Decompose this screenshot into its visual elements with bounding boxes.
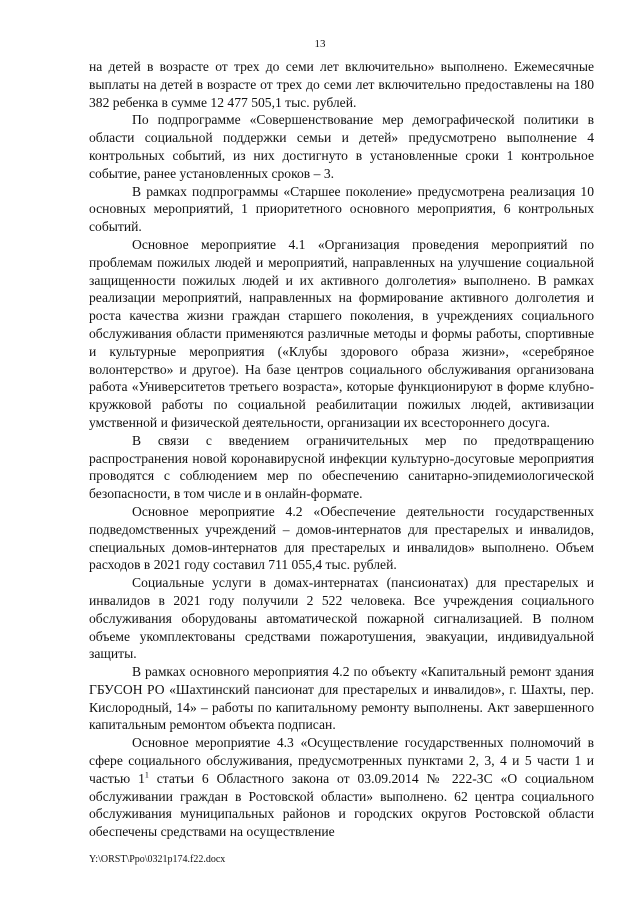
paragraph-continuation: на детей в возрасте от трех до семи лет включительно» выполнено. Ежемесячные выплаты на детей в возрасте от трех до семи лет включительно предоставлены на 180 382 ребенка в сумме 12 477 505,1 тыс. рублей. [89,59,594,110]
paragraph-demographic-policy: По подпрограмме «Совершенствование мер демографической политики в области социальной поддержки семьи и детей» предусмотрено выполнение 4 контрольных событий, из них достигнуто в установленные сроки 1 контрольное событие, ранее установленных сроков – 3. [89,112,594,181]
body-text [89,58,594,841]
superscript-marker: 1 [144,770,149,780]
paragraph-measure-4-3 [89,734,594,841]
paragraph-older-generation: В рамках подпрограммы «Старшее поколение» предусмотрена реализация 10 основных мероприятий, 1 приоритетного основного мероприятия, 6 контрольных событий. [89,183,594,235]
footer-file-path: Y:\ORST\Ppo\0321p174.f22.docx [89,854,226,865]
measure-4-3-text-end: статьи 6 Областного закона от 03.09.2014 № 222-ЗС «О социальном обслуживании граждан в Ростовской области» выполнено. 62 центра социального обслуживания муниципальных районов и городских округов Ростовской области обеспечены средствами на осуществление [89,770,594,840]
paragraph-covid-restrictions: В связи с введением ограничительных мер по предотвращению распространения новой коронавирусной инфекции культурно-досуговые мероприятия проводятся с соблюдением мер по обеспечению санитарно-эпидемиологической безопасности, в том числе и в онлайн-формате. [89,432,594,502]
paragraph-social-services: Социальные услуги в домах-интернатах (пансионатах) для престарелых и инвалидов в 2021 году получили 2 522 человека. Все учреждения социального обслуживания оборудованы автоматической пожарной сигнализацией. В полном объеме укомплектованы средствами пожаротушения, эвакуации, индивидуальной защиты. [89,575,594,662]
paragraph-capital-repair: В рамках основного мероприятия 4.2 по объекту «Капитальный ремонт здания ГБУСОН РО «Шахтинский пансионат для престарелых и инвалидов», г. Шахты, пер. Кислородный, 14» – работы по капитальному ремонту выполнены. Акт завершенного капитальным ремонтом объекта подписан. [89,664,594,733]
page-number: 13 [314,38,326,50]
measure-4-3-text-start: Основное мероприятие 4.3 «Осуществление государственных полномочий в сфере социального обслуживания, предусмотренных пунктами 2, 3, 4 и 5 части 1 и частью 1 [89,735,594,786]
paragraph-measure-4-2: Основное мероприятие 4.2 «Обеспечение деятельности государственных подведомственных учреждений – домов-интернатов для престарелых и инвалидов, специальных домов-интернатов для престарелых и инвалидов» выполнено. Объем расходов в 2021 году составил 711 055,4 тыс. рублей. [89,503,594,573]
paragraph-measure-4-1: Основное мероприятие 4.1 «Организация проведения мероприятий по проблемам пожилых людей и мероприятий, направленных на улучшение социальной защищенности пожилых людей и их активного долголетия» выполнено. В рамках реализации мероприятий, направленных на формирование активного долголетия и роста качества жизни граждан старшего поколения, в учреждениях социального обслуживания области применяются различные методы и формы работы, спортивные и культурные мероприятия («Клубы здорового образа жизни», «серебряное волонтерство» и другое). На базе центров социального обслуживания организована работа «Университетов третьего возраста», которые функционируют в форме клубно-кружковой работы по социальной реабилитации пожилых людей, активизации умственной и физической деятельности, организации их всестороннего досуга. [89,236,594,430]
